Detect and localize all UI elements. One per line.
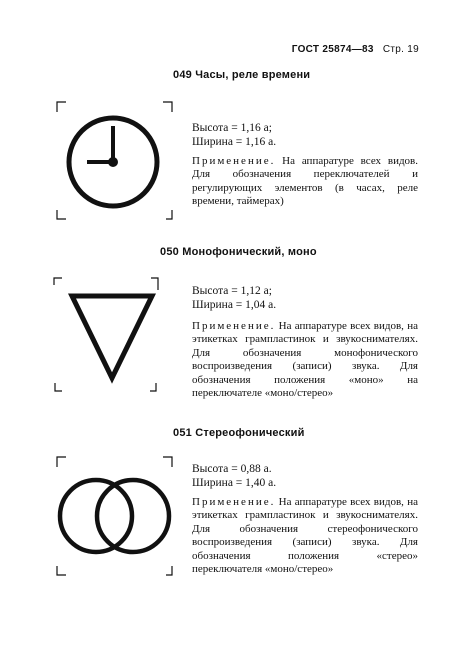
- width-value: Ширина = 1,40 a.: [192, 477, 277, 489]
- width-value: Ширина = 1,16 a.: [192, 136, 277, 148]
- usage-label: Применение.: [192, 496, 276, 508]
- section-title-050: 050 Монофонический, моно: [160, 246, 317, 258]
- height-value: Высота = 1,16 a;: [192, 122, 272, 134]
- section-title-049: 049 Часы, реле времени: [173, 69, 311, 81]
- mono-triangle: [72, 296, 152, 378]
- clock-center: [108, 157, 118, 167]
- frame-corners: [57, 457, 172, 575]
- usage-text: На аппаратуре всех видов, на этикетках грампластинок и звукоснимателях. Для обозначения стереофонического воспроизведения (записи) звука. Для обозначения положения «стерео» переключателя «моно/стерео»: [192, 496, 418, 576]
- usage-text: На аппаратуре всех видов, на этикетках грампластинок и звукоснимателях. Для обозначения монофонического воспроизведения (записи) звука. Для обозначения положения «моно» на переключателе «моно/стерео»: [192, 320, 418, 400]
- mono-triangle-icon: [54, 278, 158, 391]
- width-value: Ширина = 1,04 a.: [192, 299, 277, 311]
- clock-icon: [57, 102, 172, 219]
- usage-label: Применение.: [192, 320, 276, 332]
- usage-text: На аппаратуре всех видов. Для обозначения переключателей и регулирующих элементов (в часах, реле времени, таймерах): [192, 155, 418, 208]
- usage-label: Применение.: [192, 155, 276, 167]
- standard-number: ГОСТ 25874—83: [291, 44, 374, 55]
- stereo-circles-icon: [57, 457, 172, 575]
- section-title-051: 051 Стереофонический: [173, 427, 305, 439]
- page-number: Стр. 19: [382, 44, 419, 55]
- height-value: Высота = 1,12 a;: [192, 285, 272, 297]
- height-value: Высота = 0,88 a.: [192, 463, 272, 475]
